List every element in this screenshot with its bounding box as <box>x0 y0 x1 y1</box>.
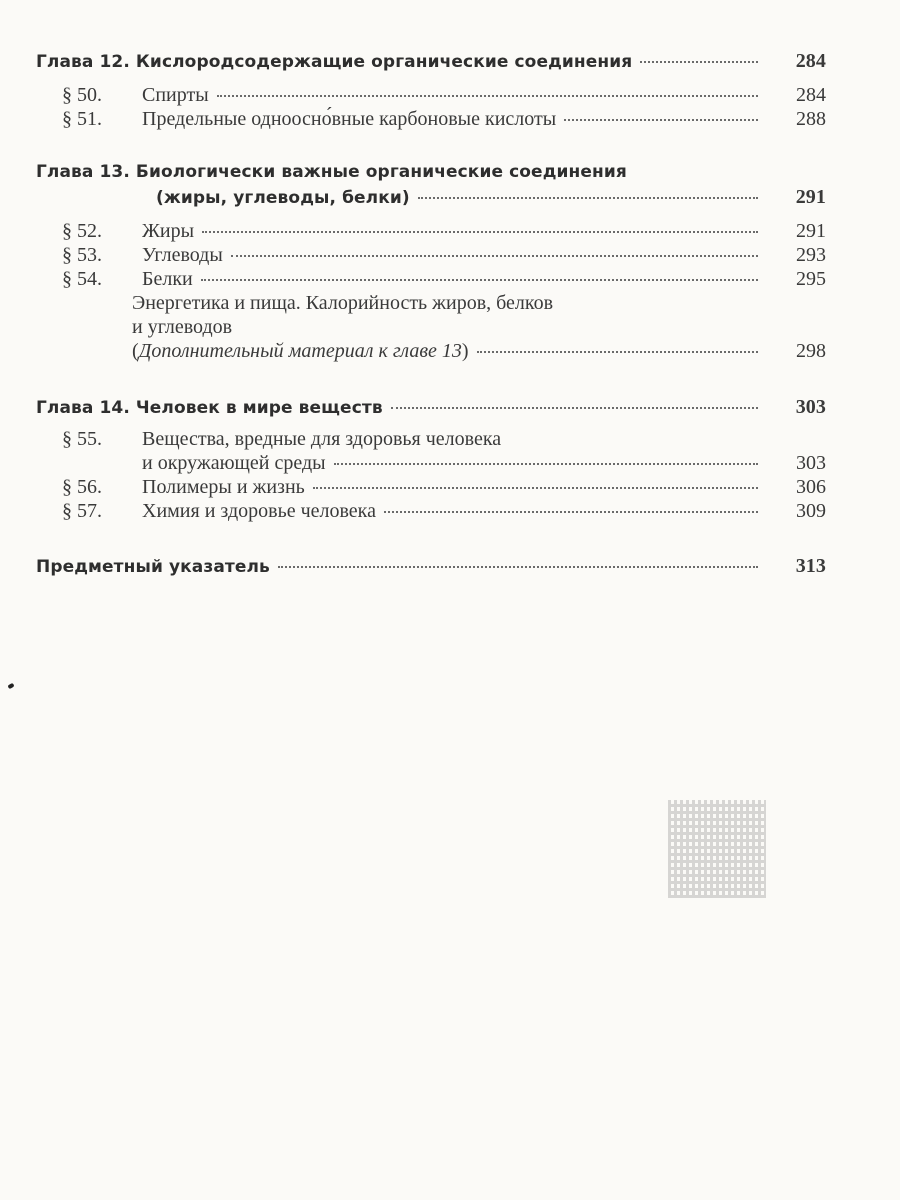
toc-chapter-14[interactable] <box>36 396 826 419</box>
page-number: 291 <box>796 220 826 242</box>
dot-leader <box>477 351 758 353</box>
chapter-title: Глава 13. Биологически важные органические соединения <box>36 162 627 182</box>
page-number: 284 <box>795 50 826 72</box>
paragraph-number: § 54. <box>62 268 102 290</box>
paragraph-number: § 57. <box>62 500 102 522</box>
toc-paragraph-55-line1[interactable] <box>62 428 826 451</box>
paragraph-number: § 50. <box>62 84 102 106</box>
toc-extra-13-line3[interactable] <box>132 340 826 363</box>
dot-leader <box>334 463 758 465</box>
paragraph-title: Предельные одноосно́вные карбоновые кислоты <box>142 108 557 130</box>
dot-leader <box>384 511 758 513</box>
toc-chapter-13-line1[interactable] <box>36 162 826 182</box>
extra-italic-label: Дополнительный материал к главе 13 <box>138 340 462 362</box>
dot-leader <box>313 487 758 489</box>
paragraph-title: Жиры <box>142 220 195 242</box>
toc-paragraph-54[interactable] <box>62 268 826 291</box>
toc-paragraph-51[interactable] <box>62 108 826 131</box>
paragraph-number: § 52. <box>62 220 102 242</box>
page-number: 303 <box>796 452 826 474</box>
chapter-title: Глава 12. Кислородсодержащие органические соединения <box>36 52 633 72</box>
chapter-title-cont: (жиры, углеводы, белки) <box>156 188 410 208</box>
dot-leader <box>217 95 758 97</box>
paragraph-title: Белки <box>142 268 193 290</box>
paragraph-number: § 51. <box>62 108 102 130</box>
paragraph-title: Полимеры и жизнь <box>142 476 305 498</box>
paragraph-number: § 55. <box>62 428 102 450</box>
paragraph-number: § 53. <box>62 244 102 266</box>
toc-paragraph-50[interactable] <box>62 84 826 107</box>
toc-paragraph-53[interactable] <box>62 244 826 267</box>
extra-title: Энергетика и пища. Калорийность жиров, белков <box>132 292 554 314</box>
page-number: 309 <box>796 500 826 522</box>
toc-paragraph-57[interactable] <box>62 500 826 523</box>
toc-paragraph-52[interactable] <box>62 220 826 243</box>
page-number: 284 <box>796 84 826 106</box>
page-number: 303 <box>795 396 826 418</box>
toc-extra-13-line1[interactable] <box>132 292 826 315</box>
dot-leader <box>202 231 758 233</box>
paragraph-title: Спирты <box>142 84 209 106</box>
index-title: Предметный указатель <box>36 557 270 577</box>
paragraph-title: Химия и здоровье человека <box>142 500 376 522</box>
paragraph-number: § 56. <box>62 476 102 498</box>
page-number: 306 <box>796 476 826 498</box>
paragraph-title-cont: и окружающей среды <box>142 452 326 474</box>
toc-subject-index[interactable] <box>36 555 826 578</box>
page-number: 291 <box>795 186 826 208</box>
dot-leader <box>564 119 758 121</box>
print-speck <box>7 683 14 689</box>
chapter-title: Глава 14. Человек в мире веществ <box>36 398 383 418</box>
paragraph-title: Углеводы <box>142 244 223 266</box>
page-number: 293 <box>796 244 826 266</box>
dot-leader <box>201 279 758 281</box>
page-number: 313 <box>795 555 826 577</box>
paragraph-title: Вещества, вредные для здоровья человека <box>142 428 502 450</box>
dot-leader <box>391 407 758 409</box>
paren-close: ) <box>461 340 469 362</box>
page-number: 298 <box>796 340 826 362</box>
dot-leader <box>418 197 758 199</box>
show-through-qr-code <box>668 800 766 898</box>
toc-paragraph-55-line2[interactable] <box>142 452 826 475</box>
paren-open: ( <box>132 340 139 362</box>
toc-paragraph-56[interactable] <box>62 476 826 499</box>
dot-leader <box>640 61 758 63</box>
page-number: 288 <box>796 108 826 130</box>
dot-leader <box>231 255 758 257</box>
toc-extra-13-line2[interactable] <box>132 316 826 339</box>
page-number: 295 <box>796 268 826 290</box>
dot-leader <box>278 566 758 568</box>
toc-chapter-12[interactable] <box>36 50 826 73</box>
extra-title-cont: и углеводов <box>132 316 233 338</box>
toc-chapter-13-line2[interactable] <box>156 186 826 209</box>
